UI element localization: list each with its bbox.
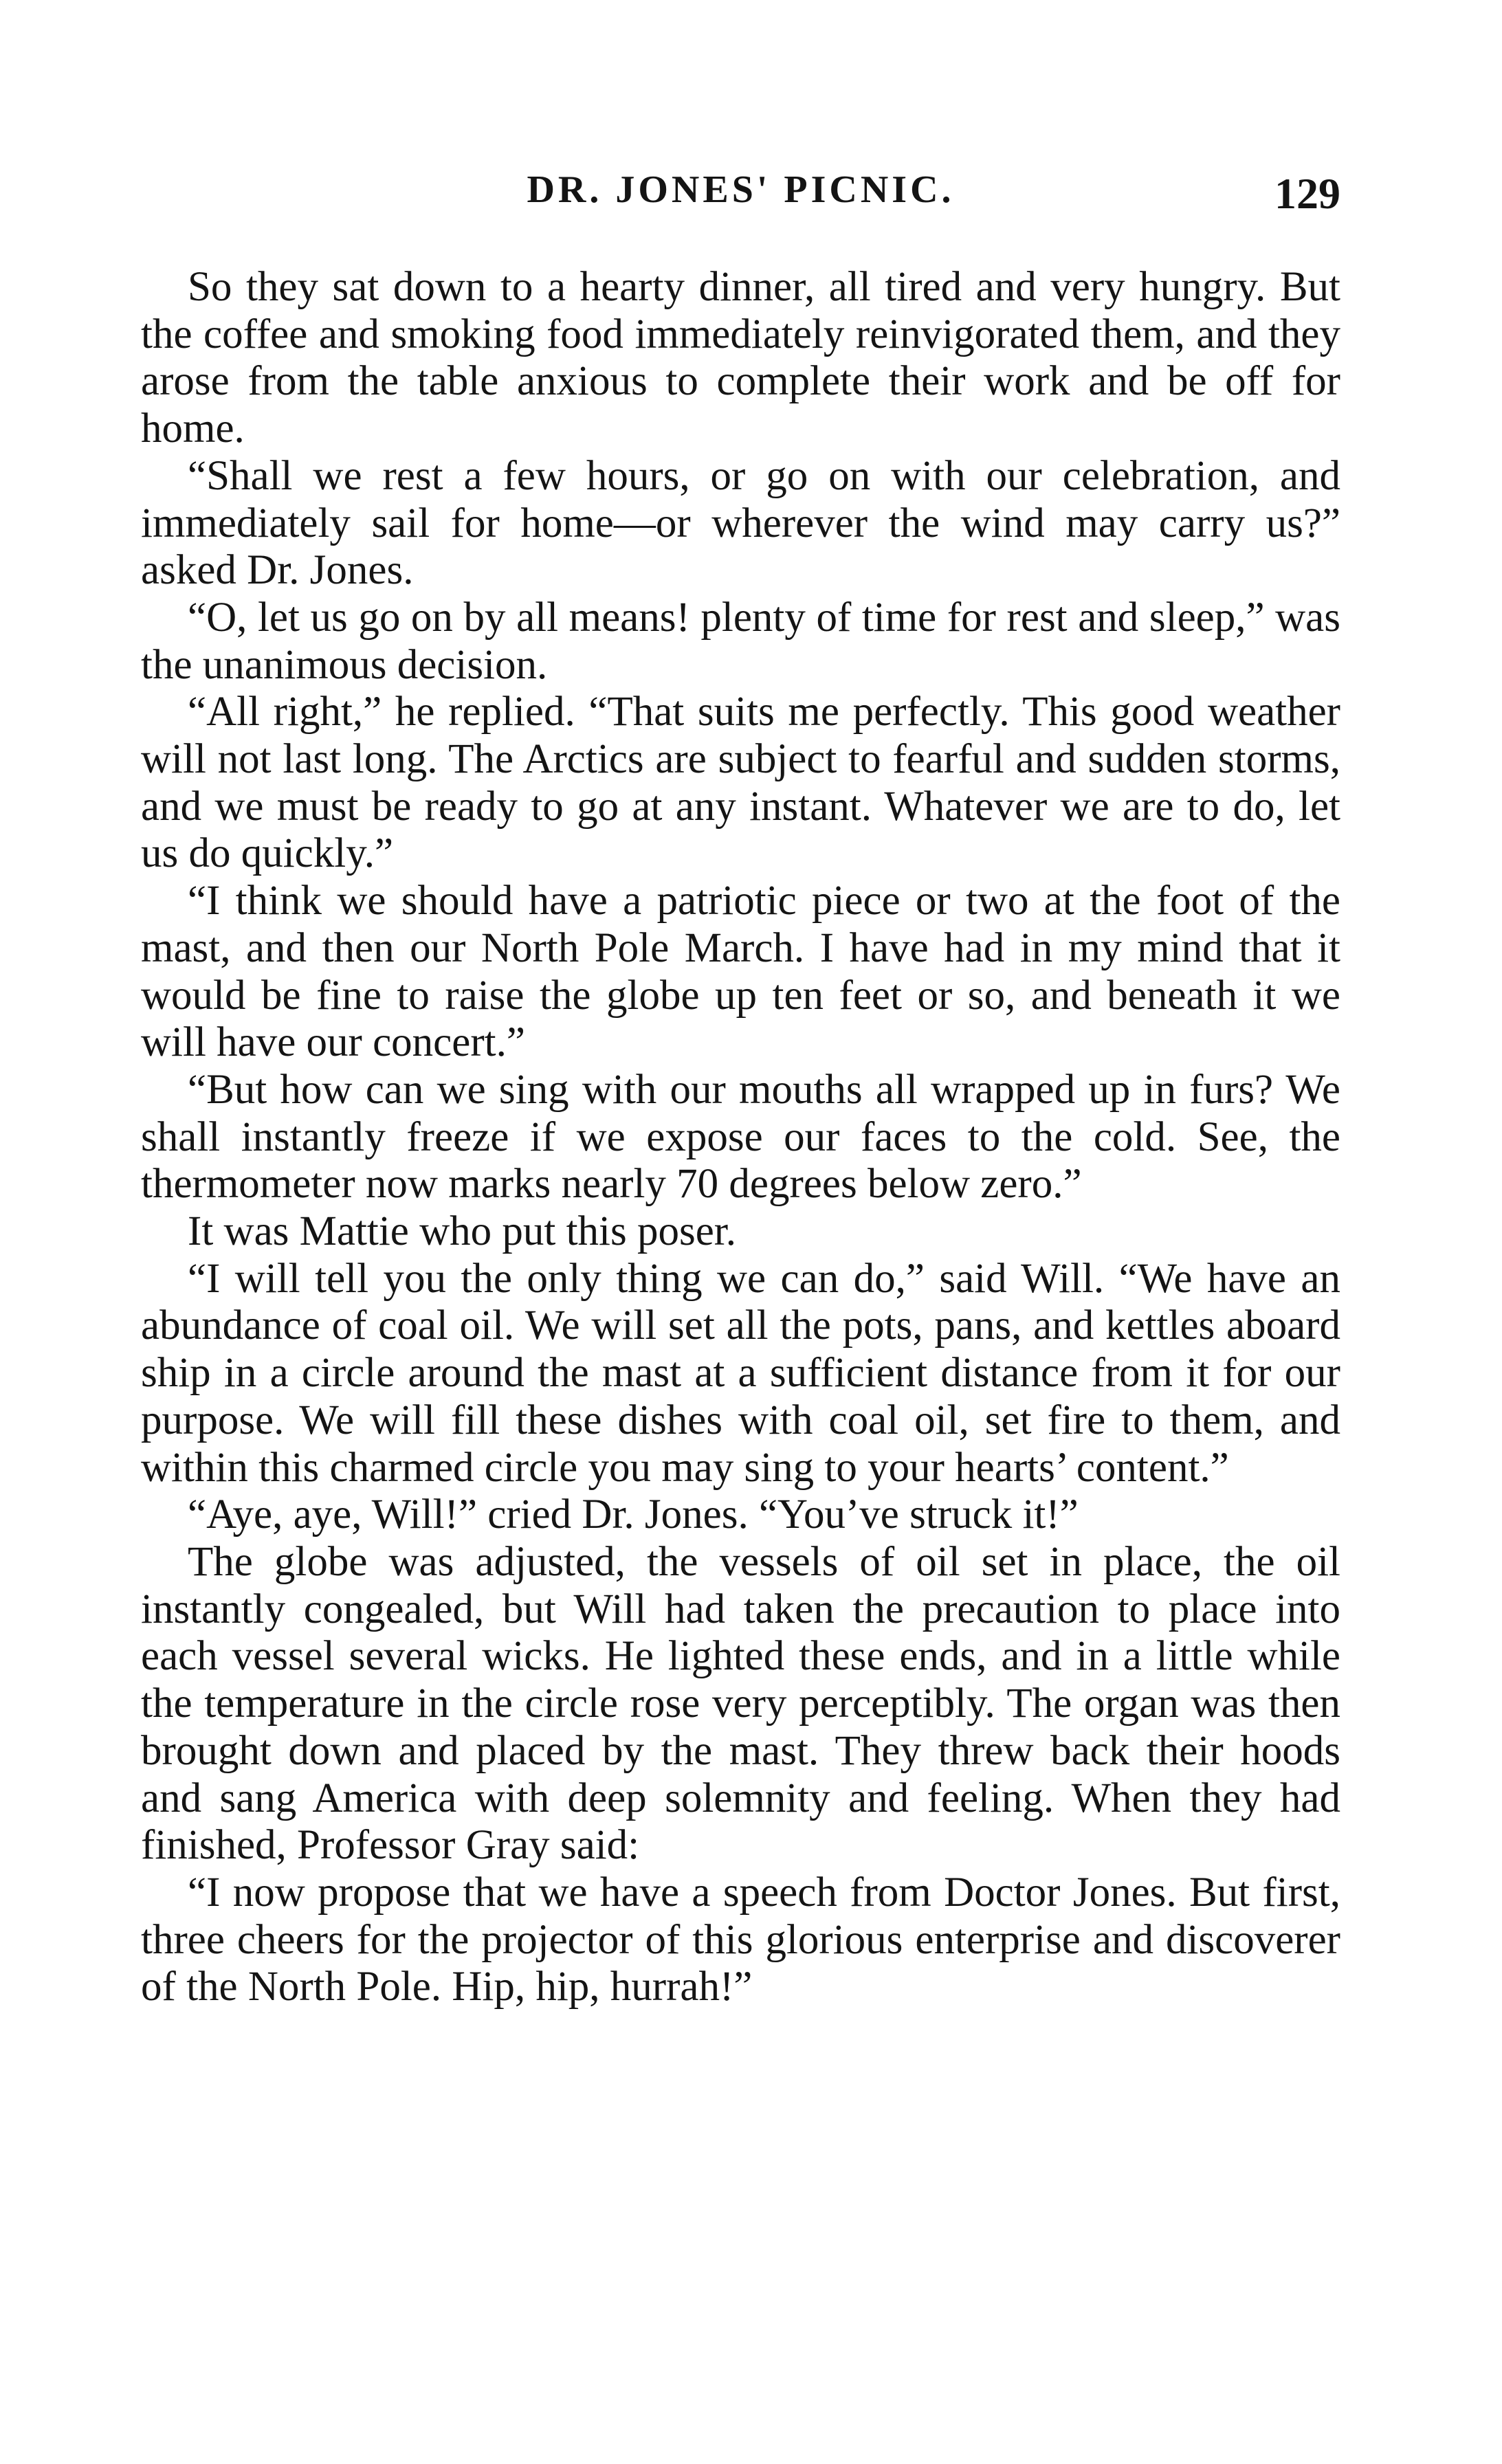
body-text [141,264,1340,2011]
paragraph: “Shall we rest a few hours, or go on with our celebration, and immediately sail for home—or wherever the wind may carry us?” asked Dr. Jones. [141,452,1340,594]
paragraph: “O, let us go on by all means! plenty of time for rest and sleep,” was the unanimous decision. [141,594,1340,688]
paragraph: “All right,” he replied. “That suits me perfectly. This good weather will not last long. The Arctics are subject to fearful and sudden storms, and we must be ready to go at any instant. Whatever we are to do, let us do quickly.” [141,689,1340,877]
running-title: DR. JONES' PICNIC. [527,168,955,211]
running-head [141,162,1340,217]
paragraph: So they sat down to a hearty dinner, all tired and very hungry. But the coffee and smoking food immediately reinvigorated them, and they arose from the table anxious to complete their work and be off for home. [141,264,1340,452]
paragraph: The globe was adjusted, the vessels of oil set in place, the oil instantly congealed, but Will had taken the precaution to place into each vessel several wicks. He lighted these ends, and in a little while the temperature in the circle rose very perceptibly. The organ was then brought down and placed by the mast. They threw back their hoods and sang America with deep solemnity and feeling. When they had finished, Professor Gray said: [141,1538,1340,1869]
paragraph: “Aye, aye, Will!” cried Dr. Jones. “You’ve struck it!” [188,1491,1079,1538]
paragraph: “I will tell you the only thing we can do,” said Will. “We have an abundance of coal oil. We will set all the pots, pans, and kettles aboard ship in a circle around the mast at a sufficient distance from it for our purpose. We will fill these dishes with coal oil, set fire to them, and within this charmed circle you may sing to your hearts’ content.” [141,1255,1340,1491]
page-number: 129 [1274,169,1340,218]
paragraph: “But how can we sing with our mouths all wrapped up in furs? We shall instantly freeze if we expose our faces to the cold. See, the thermometer now marks nearly 70 degrees below zero.” [141,1066,1340,1208]
paragraph: “I now propose that we have a speech from Doctor Jones. But first, three cheers for the projector of this glorious enterprise and discoverer of the North Pole. Hip, hip, hurrah!” [141,1869,1340,2010]
paragraph: It was Mattie who put this poser. [188,1208,737,1255]
paragraph: “I think we should have a patriotic piece or two at the foot of the mast, and then our North Pole March. I have had in my mind that it would be fine to raise the globe up ten feet or so, and beneath it we will have our concert.” [141,878,1340,1066]
